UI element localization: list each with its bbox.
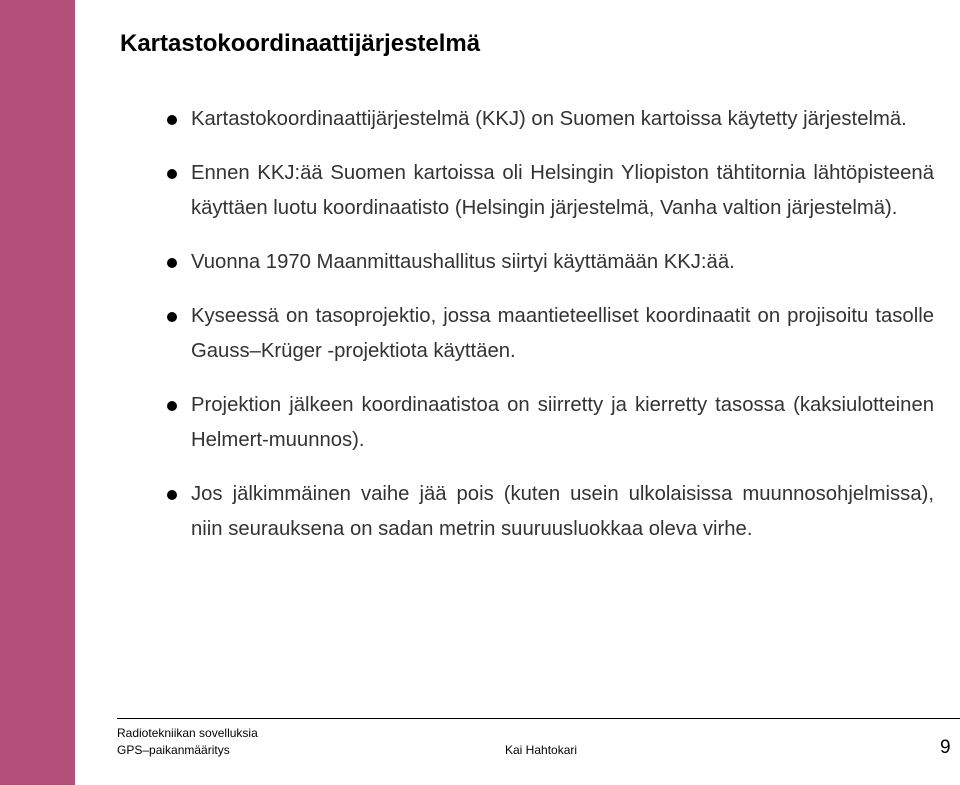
- footer-course: Radiotekniikan sovelluksia: [117, 726, 258, 740]
- bullet-list: [160, 102, 934, 566]
- bullet-text: Kyseessä on tasoprojektio, jossa maantieteelliset koordinaatit on projisoitu tasolle Gauss–Krüger -projektiota käyttäen.: [191, 305, 934, 362]
- footer-topic: GPS–paikanmääritys: [117, 743, 230, 757]
- footer-author: Kai Hahtokari: [505, 743, 578, 757]
- bullet-dot-icon: [167, 169, 177, 179]
- bullet-text: Kartastokoordinaattijärjestelmä (KKJ) on Suomen kartoissa käytetty järjestelmä.: [191, 108, 907, 130]
- page-number: 9: [940, 737, 951, 758]
- bullet-item: [160, 102, 934, 137]
- bullet-dot-icon: [167, 115, 177, 125]
- bullet-dot-icon: [167, 258, 177, 268]
- bullet-text: Vuonna 1970 Maanmittaushallitus siirtyi käyttämään KKJ:ää.: [191, 251, 735, 273]
- bullet-text: Jos jälkimmäinen vaihe jää pois (kuten usein ulkolaisissa muunnosohjelmissa), niin seurauksena on sadan metrin suuruusluokkaa oleva virhe.: [191, 483, 934, 540]
- slide-title: Kartastokoordinaattijärjestelmä: [120, 30, 481, 57]
- footer-divider: [117, 718, 960, 719]
- bullet-dot-icon: [167, 490, 177, 500]
- bullet-item: [160, 156, 934, 226]
- bullet-text: Projektion jälkeen koordinaatistoa on siirretty ja kierretty tasossa (kaksiulotteinen Helmert-muunnos).: [191, 394, 934, 451]
- sidebar-decoration: [0, 0, 75, 785]
- bullet-dot-icon: [167, 312, 177, 322]
- bullet-item: [160, 245, 934, 280]
- bullet-text: Ennen KKJ:ää Suomen kartoissa oli Helsingin Yliopiston tähtitornia lähtöpisteenä käyttäen luotu koordinaatisto (Helsingin järjestelmä, Vanha valtion järjestelmä).: [191, 162, 934, 219]
- bullet-item: [160, 477, 934, 547]
- bullet-dot-icon: [167, 401, 177, 411]
- bullet-item: [160, 388, 934, 458]
- bullet-item: [160, 299, 934, 369]
